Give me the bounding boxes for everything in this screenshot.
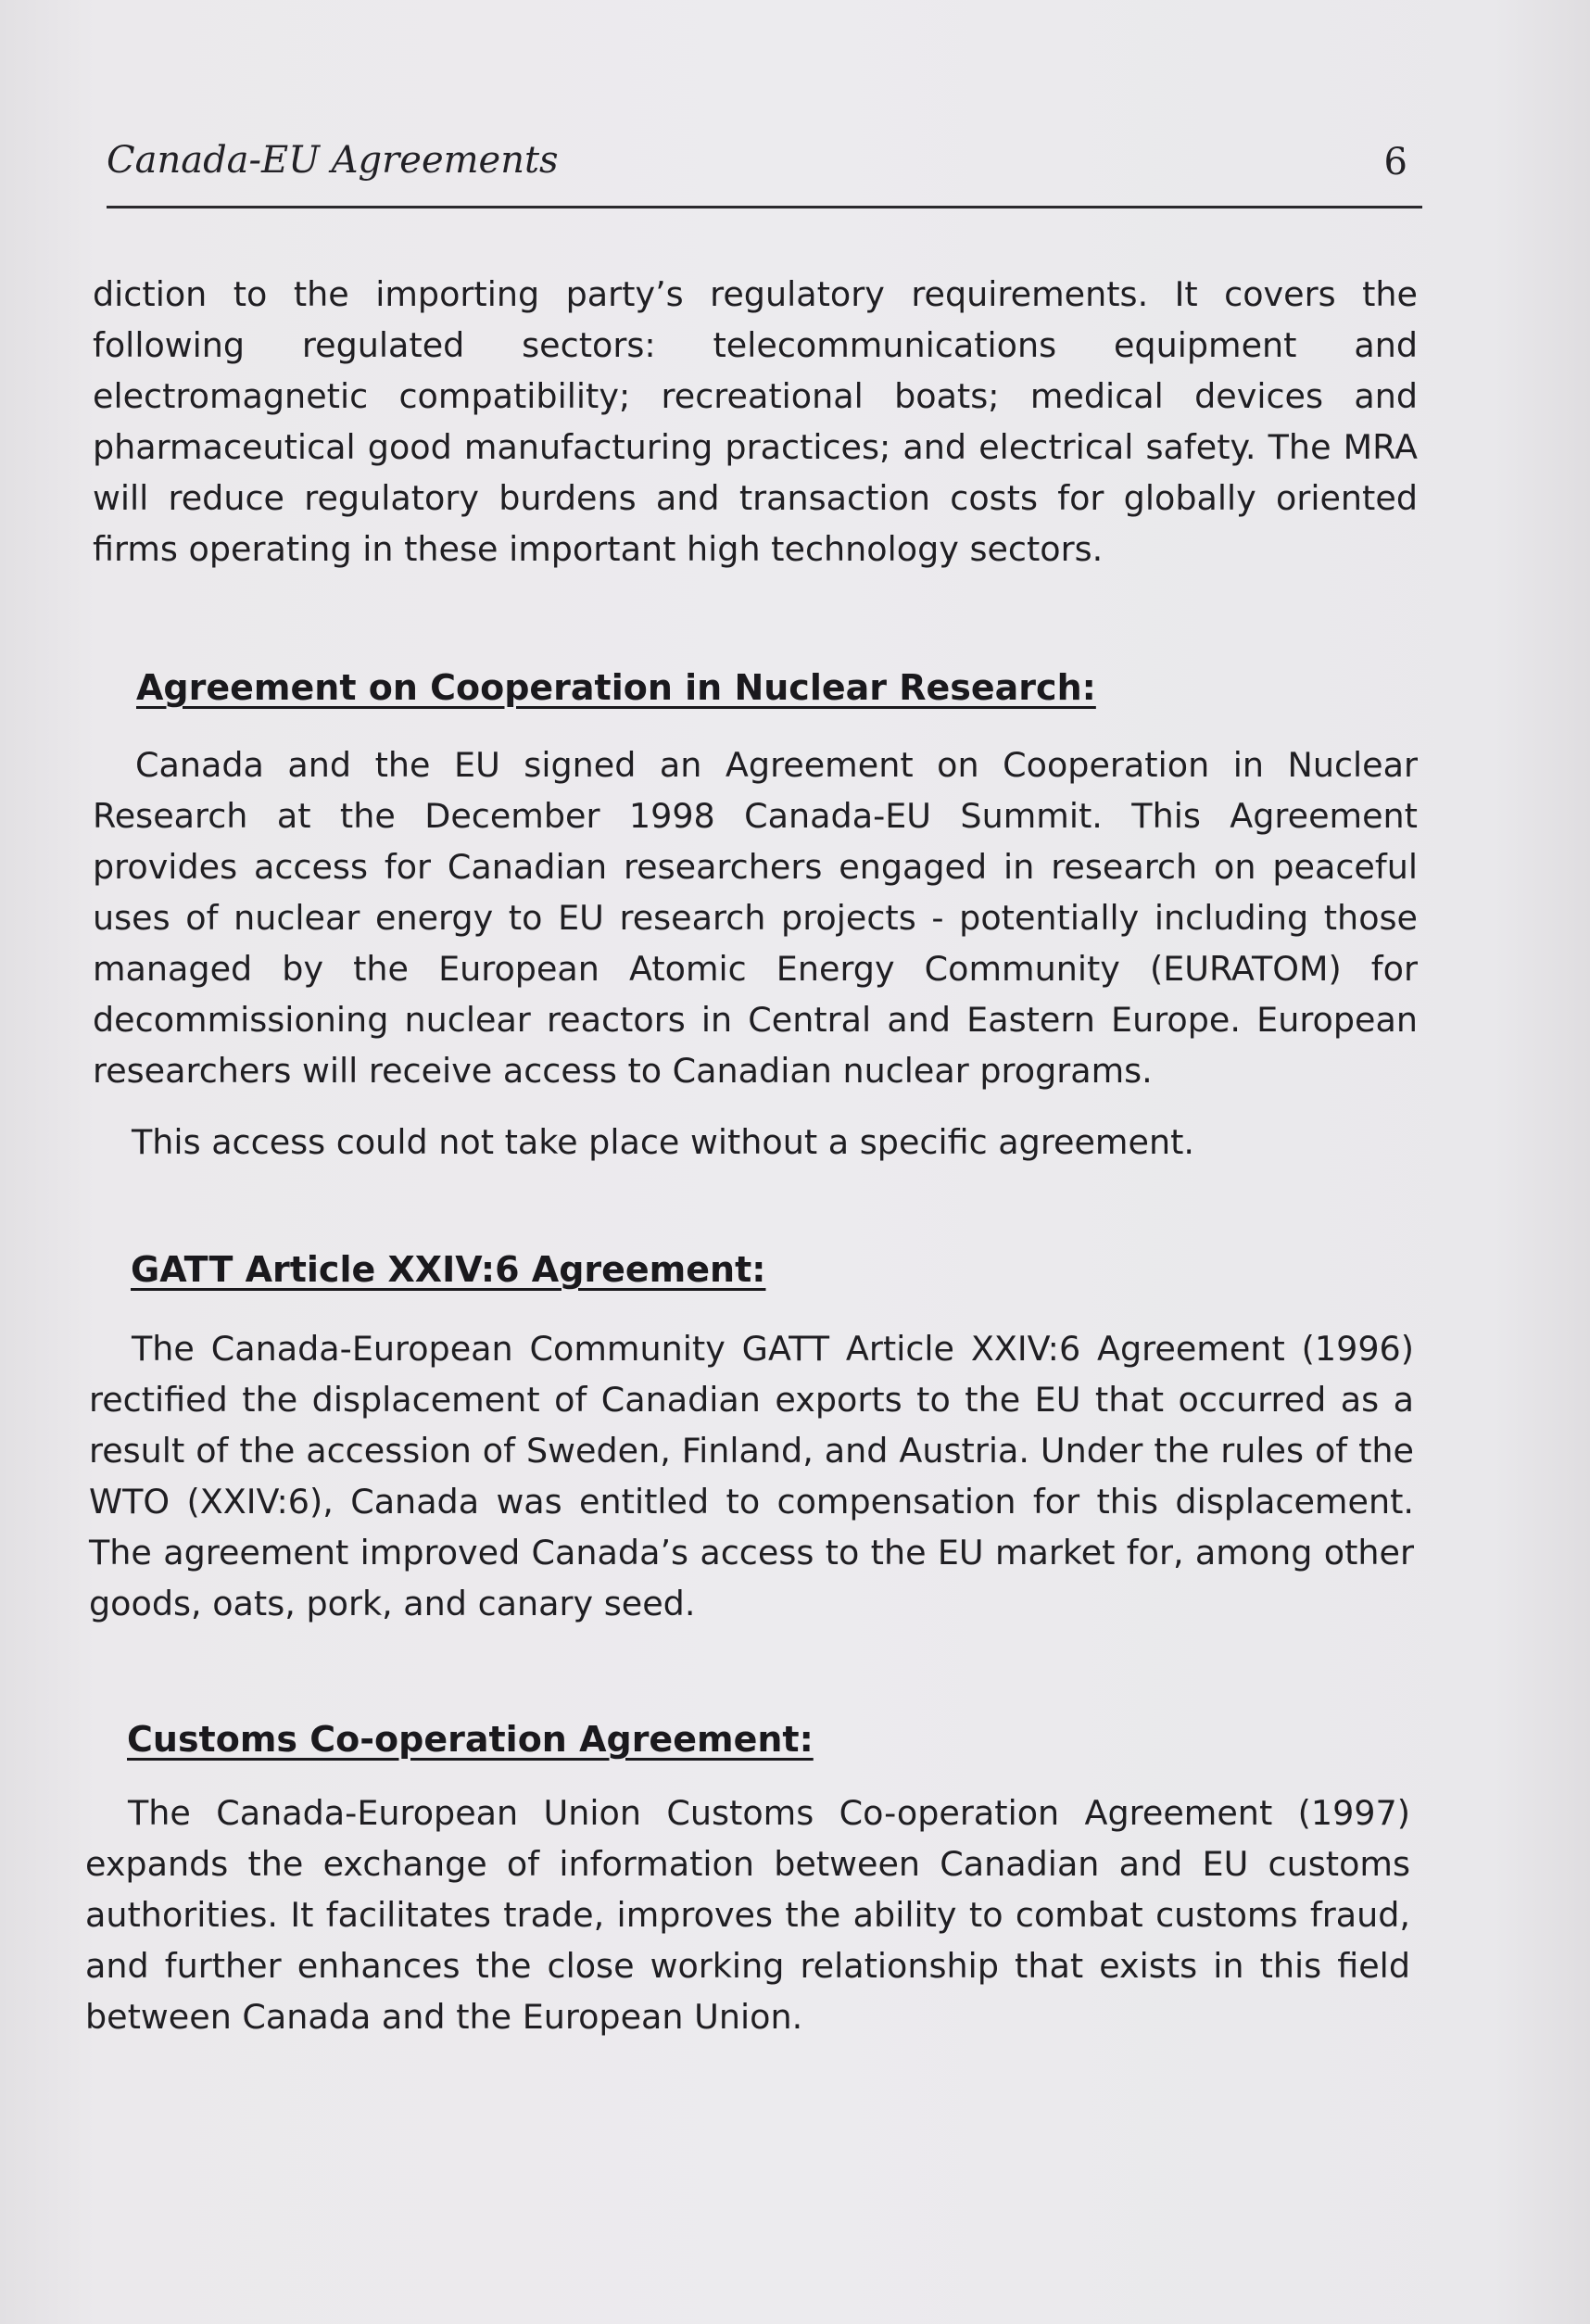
nuclear-research-paragraph: Canada and the EU signed an Agreement on Cooperation in Nuclear Research at the December 1998 Canada-EU Summit. This Agreement provides access for Canadian researchers engaged in research on peaceful uses of nuclear energy to EU research projects - potentially including those managed by the European Atomic Energy Community (EURATOM) for decommissioning nuclear reactors in Central and Eastern Europe. European researchers will receive access to Canadian nuclear programs. bbox=[93, 745, 1418, 1091]
nuclear-access-paragraph: This access could not take place without a specific agreement. bbox=[132, 1122, 1194, 1162]
customs-heading: Customs Co-operation Agreement: bbox=[127, 1719, 814, 1760]
nuclear-research-heading: Agreement on Cooperation in Nuclear Research: bbox=[136, 667, 1096, 708]
gatt-paragraph: The Canada-European Community GATT Article XXIV:6 Agreement (1996) rectified the displacement of Canadian exports to the EU that occurred as a result of the accession of Sweden, Finland, and Austria. Under the rules of the WTO (XXIV:6), Canada was entitled to compensation for this displacement. The agreement improved Canada’s access to the EU market for, among other goods, oats, pork, and canary seed. bbox=[89, 1329, 1414, 1623]
header-title: Canada-EU Agreements bbox=[107, 139, 559, 182]
customs-paragraph: The Canada-European Union Customs Co-operation Agreement (1997) expands the exchange of information between Canadian and EU customs authorities. It facilitates trade, improves the ability to combat customs fraud, and further enhances the close working relationship that exists in this field between Canada and the European Union. bbox=[85, 1793, 1410, 2037]
page-number: 6 bbox=[1383, 141, 1407, 183]
gatt-heading: GATT Article XXIV:6 Agreement: bbox=[131, 1249, 766, 1290]
running-header bbox=[107, 130, 1422, 208]
intro-paragraph: diction to the importing party’s regulatory requirements. It covers the following regulated sectors: telecommunications equipment and electromagnetic compatibility; recreational boats; medical devices and pharmaceutical good manufacturing practices; and electrical safety. The MRA will reduce regulatory burdens and transaction costs for globally oriented firms operating in these important high technology sectors. bbox=[93, 274, 1418, 569]
